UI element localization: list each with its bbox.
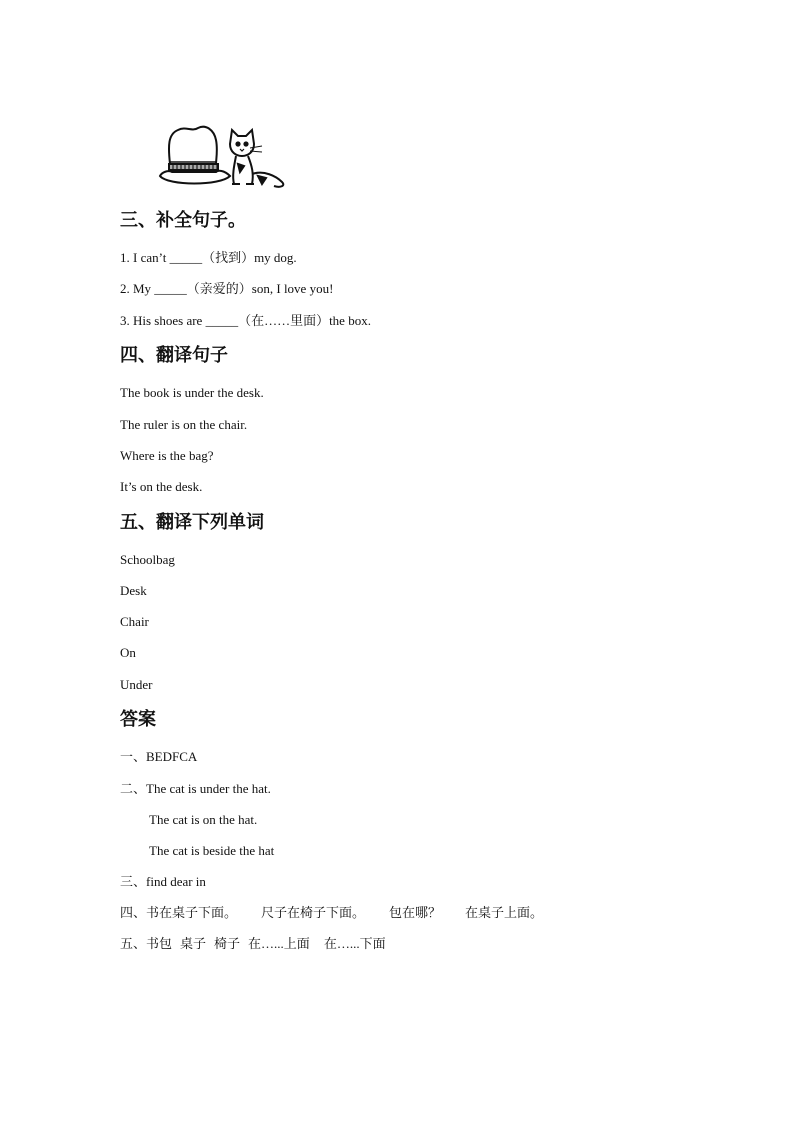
- s3-item-1: 1. I can’t _____（找到）my dog.: [120, 250, 297, 265]
- s4-item-1: The book is under the desk.: [120, 385, 264, 400]
- answer-5-part-2: 桌子: [180, 936, 207, 951]
- answer-4-part-4: 在桌子上面。: [465, 905, 544, 920]
- answer-4: [120, 905, 543, 921]
- answer-2: 二、The cat is under the hat.: [120, 781, 271, 796]
- section-5-heading: 五、翻译下列单词: [120, 512, 264, 533]
- s3-item-2: 2. My _____（亲爱的）son, I love you!: [120, 281, 334, 296]
- s5-item-3: Chair: [120, 614, 149, 629]
- answer-3: 三、find dear in: [120, 874, 206, 889]
- answer-4-part-2: 尺子在椅子下面。: [261, 905, 366, 920]
- s5-item-4: On: [120, 645, 136, 660]
- answer-2-line-2: The cat is on the hat.: [149, 812, 258, 827]
- hat-icon: [160, 127, 230, 184]
- s4-item-3: Where is the bag?: [120, 448, 214, 463]
- answer-5-part-5: 在…...下面: [323, 936, 386, 951]
- hat-and-cat-illustration: [158, 124, 290, 190]
- answer-1: 一、BEDFCA: [120, 749, 198, 764]
- s5-item-5: Under: [120, 677, 153, 692]
- section-3-heading: 三、补全句子。: [120, 210, 246, 231]
- answer-2-line-3: The cat is beside the hat: [149, 843, 275, 858]
- cat-icon: [230, 130, 283, 187]
- answer-4-part-3: 包在哪？: [389, 905, 442, 920]
- s4-item-4: It’s on the desk.: [120, 479, 203, 494]
- section-4-heading: 四、翻译句子: [120, 345, 228, 366]
- answer-5-part-1: 五、书包: [120, 936, 173, 951]
- answer-5-part-4: 在…...上面: [248, 936, 310, 951]
- s4-item-2: The ruler is on the chair.: [120, 417, 248, 432]
- s3-item-3: 3. His shoes are _____（在……里面）the box.: [120, 313, 371, 328]
- s5-item-2: Desk: [120, 583, 147, 598]
- answer-5: [120, 936, 386, 952]
- answer-4-part-1: 四、书在桌子下面。: [120, 905, 238, 920]
- answers-heading: 答案: [120, 709, 156, 730]
- s5-item-1: Schoolbag: [120, 552, 175, 567]
- answer-5-part-3: 椅子: [214, 936, 241, 951]
